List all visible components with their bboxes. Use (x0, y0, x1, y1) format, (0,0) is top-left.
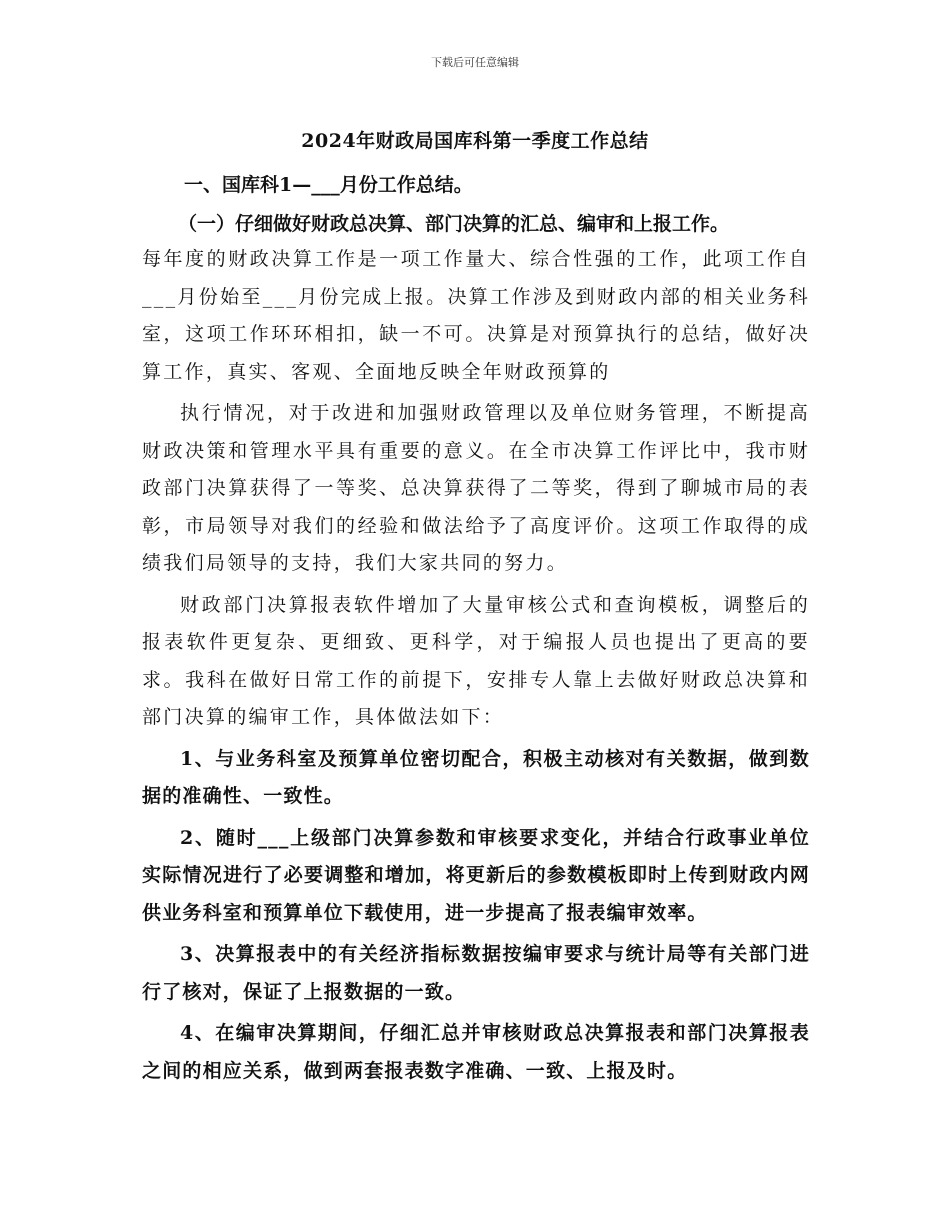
list-item: 2、随时___上级部门决算参数和审核要求变化，并结合行政事业单位实际情况进行了必要调整和增加，将更新后的参数模板即时上传到财政内网供业务科室和预算单位下载使用，进一步提高了报表编审效率。 (142, 826, 810, 924)
paragraph: 财政部门决算报表软件增加了大量审核公式和查询模板，调整后的报表软件更复杂、更细致、更科学，对于编报人员也提出了更高的要求。我科在做好日常工作的前提下，安排专人靠上去做好财政总决算和部门决算的编审工作，具体做法如下： (142, 593, 810, 728)
list-item: 3、决算报表中的有关经济指标数据按编审要求与统计局等有关部门进行了核对，保证了上报数据的一致。 (142, 943, 810, 1003)
page-header: 下载后可任意编辑 (431, 56, 519, 69)
paragraph: 每年度的财政决算工作是一项工作量大、综合性强的工作，此项工作自___月份始至___月份完成上报。决算工作涉及到财政内部的相关业务科室，这项工作环环相扣，缺一不可。决算是对预算执行的总结，做好决算工作，真实、客观、全面地反映全年财政预算的 (142, 248, 810, 383)
document-title: 2024年财政局国库科第一季度工作总结 (301, 130, 649, 152)
subsection-heading: （一）仔细做好财政总决算、部门决算的汇总、编审和上报工作。 (178, 213, 730, 235)
section-heading: 一、国库科1—___月份工作总结。 (184, 174, 473, 196)
paragraph: 执行情况，对于改进和加强财政管理以及单位财务管理，不断提高财政决策和管理水平具有重要的意义。在全市决算工作评比中，我市财政部门决算获得了一等奖、总决算获得了二等奖，得到了聊城市局的表彰，市局领导对我们的经验和做法给予了高度评价。这项工作取得的成绩我们局领导的支持，我们大家共同的努力。 (142, 402, 810, 574)
document-body (142, 168, 810, 1090)
list-item: 4、在编审决算期间，仔细汇总并审核财政总决算报表和部门决算报表之间的相应关系，做到两套报表数字准确、一致、上报及时。 (142, 1022, 810, 1082)
list-item: 1、与业务科室及预算单位密切配合，积极主动核对有关数据，做到数据的准确性、一致性。 (142, 747, 810, 807)
